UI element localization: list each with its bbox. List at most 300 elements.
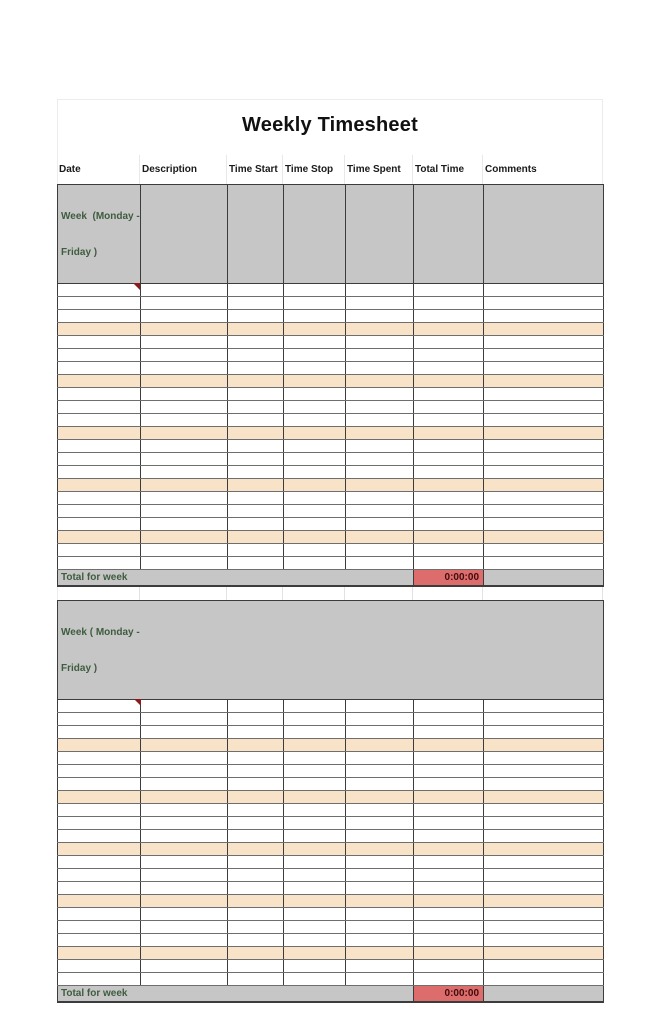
timesheet-cell[interactable] [58, 518, 141, 531]
timesheet-cell[interactable] [414, 323, 484, 336]
timesheet-cell[interactable] [346, 960, 414, 973]
timesheet-cell[interactable] [346, 895, 414, 908]
timesheet-cell[interactable] [414, 375, 484, 388]
timesheet-cell[interactable] [284, 882, 346, 895]
timesheet-cell[interactable] [58, 440, 141, 453]
timesheet-cell[interactable] [284, 869, 346, 882]
timesheet-cell[interactable] [484, 739, 604, 752]
timesheet-cell[interactable] [484, 947, 604, 960]
timesheet-cell[interactable] [58, 960, 141, 973]
timesheet-cell[interactable] [484, 531, 604, 544]
timesheet-cell[interactable] [141, 817, 228, 830]
timesheet-cell[interactable] [414, 362, 484, 375]
timesheet-cell[interactable] [141, 440, 228, 453]
timesheet-cell[interactable] [58, 466, 141, 479]
timesheet-cell[interactable] [141, 531, 228, 544]
timesheet-cell[interactable] [58, 869, 141, 882]
timesheet-cell[interactable] [141, 401, 228, 414]
timesheet-cell[interactable] [284, 843, 346, 856]
timesheet-cell[interactable] [346, 388, 414, 401]
timesheet-cell[interactable] [228, 479, 284, 492]
timesheet-cell[interactable] [58, 843, 141, 856]
timesheet-cell[interactable] [414, 921, 484, 934]
timesheet-cell[interactable] [228, 492, 284, 505]
timesheet-cell[interactable] [346, 765, 414, 778]
timesheet-cell[interactable] [484, 349, 604, 362]
timesheet-cell[interactable] [284, 505, 346, 518]
timesheet-cell[interactable] [414, 349, 484, 362]
timesheet-cell[interactable] [414, 973, 484, 986]
timesheet-cell[interactable] [141, 284, 228, 297]
timesheet-cell[interactable] [284, 349, 346, 362]
timesheet-cell[interactable] [141, 960, 228, 973]
timesheet-cell[interactable] [141, 726, 228, 739]
timesheet-cell[interactable] [58, 947, 141, 960]
timesheet-cell[interactable] [284, 960, 346, 973]
timesheet-cell[interactable] [346, 739, 414, 752]
timesheet-cell[interactable] [484, 466, 604, 479]
timesheet-cell[interactable] [228, 518, 284, 531]
timesheet-cell[interactable] [141, 791, 228, 804]
timesheet-cell[interactable] [346, 921, 414, 934]
timesheet-cell[interactable] [414, 700, 484, 713]
timesheet-cell[interactable] [284, 713, 346, 726]
timesheet-cell[interactable] [58, 310, 141, 323]
timesheet-cell[interactable] [414, 544, 484, 557]
timesheet-cell[interactable] [141, 908, 228, 921]
timesheet-cell[interactable] [484, 973, 604, 986]
timesheet-cell[interactable] [284, 765, 346, 778]
timesheet-cell[interactable] [346, 882, 414, 895]
timesheet-cell[interactable] [58, 401, 141, 414]
timesheet-cell[interactable] [58, 739, 141, 752]
timesheet-cell[interactable] [141, 973, 228, 986]
timesheet-cell[interactable] [58, 817, 141, 830]
timesheet-cell[interactable] [346, 869, 414, 882]
timesheet-cell[interactable] [346, 752, 414, 765]
timesheet-cell[interactable] [58, 531, 141, 544]
timesheet-cell[interactable] [346, 544, 414, 557]
timesheet-cell[interactable] [141, 479, 228, 492]
timesheet-cell[interactable] [58, 752, 141, 765]
timesheet-cell[interactable] [346, 804, 414, 817]
timesheet-cell[interactable] [284, 492, 346, 505]
timesheet-cell[interactable] [141, 466, 228, 479]
timesheet-cell[interactable] [346, 492, 414, 505]
timesheet-cell[interactable] [414, 297, 484, 310]
timesheet-cell[interactable] [414, 726, 484, 739]
timesheet-cell[interactable] [284, 895, 346, 908]
timesheet-cell[interactable] [346, 908, 414, 921]
timesheet-cell[interactable] [484, 401, 604, 414]
timesheet-cell[interactable] [141, 752, 228, 765]
timesheet-cell[interactable] [284, 531, 346, 544]
timesheet-cell[interactable] [228, 713, 284, 726]
timesheet-cell[interactable] [414, 336, 484, 349]
timesheet-cell[interactable] [228, 856, 284, 869]
timesheet-cell[interactable] [346, 349, 414, 362]
timesheet-cell[interactable] [58, 921, 141, 934]
timesheet-cell[interactable] [58, 544, 141, 557]
timesheet-cell[interactable] [141, 544, 228, 557]
timesheet-cell[interactable] [228, 778, 284, 791]
timesheet-cell[interactable] [484, 505, 604, 518]
timesheet-cell[interactable] [228, 388, 284, 401]
timesheet-cell[interactable] [58, 375, 141, 388]
timesheet-cell[interactable] [141, 947, 228, 960]
timesheet-cell[interactable] [484, 479, 604, 492]
timesheet-cell[interactable] [58, 830, 141, 843]
timesheet-cell[interactable] [346, 479, 414, 492]
timesheet-cell[interactable] [228, 934, 284, 947]
timesheet-cell[interactable] [484, 336, 604, 349]
timesheet-cell[interactable] [346, 700, 414, 713]
timesheet-cell[interactable] [58, 362, 141, 375]
timesheet-cell[interactable] [284, 375, 346, 388]
timesheet-cell[interactable] [284, 479, 346, 492]
timesheet-cell[interactable] [228, 895, 284, 908]
timesheet-cell[interactable] [58, 297, 141, 310]
timesheet-cell[interactable] [484, 778, 604, 791]
timesheet-cell[interactable] [346, 375, 414, 388]
timesheet-cell[interactable] [484, 960, 604, 973]
timesheet-cell[interactable] [414, 947, 484, 960]
timesheet-cell[interactable] [284, 791, 346, 804]
timesheet-cell[interactable] [414, 804, 484, 817]
timesheet-cell[interactable] [284, 310, 346, 323]
timesheet-cell[interactable] [58, 427, 141, 440]
timesheet-cell[interactable] [141, 375, 228, 388]
timesheet-cell[interactable] [414, 869, 484, 882]
timesheet-cell[interactable] [346, 440, 414, 453]
timesheet-cell[interactable] [284, 700, 346, 713]
timesheet-cell[interactable] [414, 466, 484, 479]
timesheet-cell[interactable] [484, 908, 604, 921]
timesheet-cell[interactable] [346, 414, 414, 427]
timesheet-cell[interactable] [484, 830, 604, 843]
timesheet-cell[interactable] [284, 726, 346, 739]
timesheet-cell[interactable] [284, 336, 346, 349]
timesheet-cell[interactable] [141, 921, 228, 934]
timesheet-cell[interactable] [284, 518, 346, 531]
timesheet-cell[interactable] [228, 505, 284, 518]
timesheet-cell[interactable] [484, 388, 604, 401]
timesheet-cell[interactable] [346, 791, 414, 804]
timesheet-cell[interactable] [346, 453, 414, 466]
timesheet-cell[interactable] [484, 323, 604, 336]
timesheet-cell[interactable] [346, 973, 414, 986]
timesheet-cell[interactable] [484, 856, 604, 869]
timesheet-cell[interactable] [228, 414, 284, 427]
timesheet-cell[interactable] [484, 869, 604, 882]
timesheet-cell[interactable] [141, 856, 228, 869]
timesheet-cell[interactable] [484, 414, 604, 427]
timesheet-cell[interactable] [484, 375, 604, 388]
timesheet-cell[interactable] [484, 882, 604, 895]
timesheet-cell[interactable] [414, 752, 484, 765]
timesheet-cell[interactable] [58, 700, 141, 713]
timesheet-cell[interactable] [284, 973, 346, 986]
timesheet-cell[interactable] [228, 973, 284, 986]
timesheet-cell[interactable] [141, 297, 228, 310]
timesheet-cell[interactable] [228, 752, 284, 765]
timesheet-cell[interactable] [228, 830, 284, 843]
timesheet-cell[interactable] [141, 895, 228, 908]
timesheet-cell[interactable] [228, 843, 284, 856]
timesheet-cell[interactable] [484, 726, 604, 739]
timesheet-cell[interactable] [414, 531, 484, 544]
timesheet-cell[interactable] [346, 856, 414, 869]
timesheet-cell[interactable] [484, 843, 604, 856]
timesheet-cell[interactable] [284, 544, 346, 557]
timesheet-cell[interactable] [346, 518, 414, 531]
timesheet-cell[interactable] [228, 804, 284, 817]
timesheet-cell[interactable] [284, 934, 346, 947]
timesheet-cell[interactable] [346, 830, 414, 843]
timesheet-cell[interactable] [414, 960, 484, 973]
timesheet-cell[interactable] [58, 778, 141, 791]
timesheet-cell[interactable] [228, 960, 284, 973]
timesheet-cell[interactable] [228, 362, 284, 375]
timesheet-cell[interactable] [284, 284, 346, 297]
timesheet-cell[interactable] [414, 843, 484, 856]
timesheet-cell[interactable] [284, 908, 346, 921]
timesheet-cell[interactable] [484, 453, 604, 466]
timesheet-cell[interactable] [141, 388, 228, 401]
timesheet-cell[interactable] [346, 284, 414, 297]
timesheet-cell[interactable] [58, 414, 141, 427]
timesheet-cell[interactable] [414, 479, 484, 492]
timesheet-cell[interactable] [484, 544, 604, 557]
timesheet-cell[interactable] [346, 843, 414, 856]
timesheet-cell[interactable] [484, 713, 604, 726]
timesheet-cell[interactable] [284, 362, 346, 375]
timesheet-cell[interactable] [346, 531, 414, 544]
timesheet-cell[interactable] [484, 440, 604, 453]
timesheet-cell[interactable] [228, 323, 284, 336]
timesheet-cell[interactable] [58, 557, 141, 570]
timesheet-cell[interactable] [228, 726, 284, 739]
timesheet-cell[interactable] [141, 505, 228, 518]
timesheet-cell[interactable] [414, 817, 484, 830]
timesheet-cell[interactable] [141, 713, 228, 726]
timesheet-cell[interactable] [141, 869, 228, 882]
timesheet-cell[interactable] [58, 765, 141, 778]
timesheet-cell[interactable] [228, 284, 284, 297]
timesheet-cell[interactable] [484, 765, 604, 778]
timesheet-cell[interactable] [414, 791, 484, 804]
timesheet-cell[interactable] [346, 466, 414, 479]
timesheet-cell[interactable] [346, 323, 414, 336]
timesheet-cell[interactable] [58, 388, 141, 401]
timesheet-cell[interactable] [284, 466, 346, 479]
timesheet-cell[interactable] [284, 440, 346, 453]
timesheet-cell[interactable] [228, 908, 284, 921]
timesheet-cell[interactable] [141, 830, 228, 843]
timesheet-cell[interactable] [284, 947, 346, 960]
timesheet-cell[interactable] [414, 830, 484, 843]
timesheet-cell[interactable] [346, 557, 414, 570]
timesheet-cell[interactable] [284, 752, 346, 765]
timesheet-cell[interactable] [141, 323, 228, 336]
timesheet-cell[interactable] [346, 726, 414, 739]
timesheet-cell[interactable] [141, 804, 228, 817]
timesheet-cell[interactable] [414, 908, 484, 921]
timesheet-cell[interactable] [58, 323, 141, 336]
timesheet-cell[interactable] [414, 414, 484, 427]
timesheet-cell[interactable] [346, 817, 414, 830]
timesheet-cell[interactable] [484, 791, 604, 804]
timesheet-cell[interactable] [414, 778, 484, 791]
timesheet-cell[interactable] [228, 336, 284, 349]
timesheet-cell[interactable] [284, 453, 346, 466]
timesheet-cell[interactable] [228, 817, 284, 830]
timesheet-cell[interactable] [484, 492, 604, 505]
timesheet-cell[interactable] [414, 856, 484, 869]
timesheet-cell[interactable] [228, 427, 284, 440]
timesheet-cell[interactable] [284, 414, 346, 427]
timesheet-cell[interactable] [141, 310, 228, 323]
timesheet-cell[interactable] [346, 336, 414, 349]
timesheet-cell[interactable] [58, 934, 141, 947]
timesheet-cell[interactable] [58, 791, 141, 804]
timesheet-cell[interactable] [228, 882, 284, 895]
timesheet-cell[interactable] [58, 336, 141, 349]
timesheet-cell[interactable] [58, 492, 141, 505]
timesheet-cell[interactable] [228, 557, 284, 570]
timesheet-cell[interactable] [141, 362, 228, 375]
timesheet-cell[interactable] [414, 713, 484, 726]
timesheet-cell[interactable] [284, 401, 346, 414]
timesheet-cell[interactable] [414, 310, 484, 323]
timesheet-cell[interactable] [346, 778, 414, 791]
timesheet-cell[interactable] [284, 830, 346, 843]
timesheet-cell[interactable] [228, 466, 284, 479]
timesheet-cell[interactable] [58, 856, 141, 869]
timesheet-cell[interactable] [228, 349, 284, 362]
timesheet-cell[interactable] [228, 297, 284, 310]
timesheet-cell[interactable] [228, 401, 284, 414]
timesheet-cell[interactable] [228, 921, 284, 934]
timesheet-cell[interactable] [58, 726, 141, 739]
timesheet-cell[interactable] [228, 375, 284, 388]
timesheet-cell[interactable] [484, 895, 604, 908]
timesheet-cell[interactable] [484, 804, 604, 817]
timesheet-cell[interactable] [141, 778, 228, 791]
timesheet-cell[interactable] [228, 310, 284, 323]
timesheet-cell[interactable] [228, 531, 284, 544]
timesheet-cell[interactable] [58, 505, 141, 518]
timesheet-cell[interactable] [484, 518, 604, 531]
timesheet-cell[interactable] [141, 843, 228, 856]
timesheet-cell[interactable] [58, 479, 141, 492]
timesheet-cell[interactable] [284, 388, 346, 401]
timesheet-cell[interactable] [414, 388, 484, 401]
timesheet-cell[interactable] [414, 453, 484, 466]
timesheet-cell[interactable] [141, 882, 228, 895]
timesheet-cell[interactable] [346, 505, 414, 518]
timesheet-cell[interactable] [58, 895, 141, 908]
timesheet-cell[interactable] [414, 895, 484, 908]
timesheet-cell[interactable] [228, 791, 284, 804]
timesheet-cell[interactable] [484, 310, 604, 323]
timesheet-cell[interactable] [414, 557, 484, 570]
timesheet-cell[interactable] [141, 934, 228, 947]
timesheet-cell[interactable] [58, 882, 141, 895]
timesheet-cell[interactable] [414, 505, 484, 518]
timesheet-cell[interactable] [284, 739, 346, 752]
timesheet-cell[interactable] [58, 804, 141, 817]
timesheet-cell[interactable] [414, 934, 484, 947]
timesheet-cell[interactable] [141, 739, 228, 752]
timesheet-cell[interactable] [414, 427, 484, 440]
timesheet-cell[interactable] [228, 453, 284, 466]
timesheet-cell[interactable] [484, 934, 604, 947]
timesheet-cell[interactable] [58, 973, 141, 986]
timesheet-cell[interactable] [228, 440, 284, 453]
timesheet-cell[interactable] [228, 869, 284, 882]
timesheet-cell[interactable] [346, 362, 414, 375]
timesheet-cell[interactable] [484, 362, 604, 375]
timesheet-cell[interactable] [284, 427, 346, 440]
timesheet-cell[interactable] [484, 427, 604, 440]
timesheet-cell[interactable] [284, 323, 346, 336]
timesheet-cell[interactable] [484, 557, 604, 570]
timesheet-cell[interactable] [346, 713, 414, 726]
timesheet-cell[interactable] [484, 284, 604, 297]
timesheet-cell[interactable] [284, 921, 346, 934]
timesheet-cell[interactable] [284, 557, 346, 570]
timesheet-cell[interactable] [414, 492, 484, 505]
timesheet-cell[interactable] [484, 700, 604, 713]
timesheet-cell[interactable] [141, 557, 228, 570]
timesheet-cell[interactable] [141, 453, 228, 466]
timesheet-cell[interactable] [484, 752, 604, 765]
timesheet-cell[interactable] [284, 856, 346, 869]
timesheet-cell[interactable] [414, 401, 484, 414]
timesheet-cell[interactable] [141, 336, 228, 349]
timesheet-cell[interactable] [284, 804, 346, 817]
timesheet-cell[interactable] [141, 427, 228, 440]
timesheet-cell[interactable] [414, 518, 484, 531]
timesheet-cell[interactable] [58, 908, 141, 921]
timesheet-cell[interactable] [414, 765, 484, 778]
timesheet-cell[interactable] [414, 882, 484, 895]
timesheet-cell[interactable] [346, 297, 414, 310]
timesheet-cell[interactable] [346, 310, 414, 323]
timesheet-cell[interactable] [141, 414, 228, 427]
timesheet-cell[interactable] [228, 544, 284, 557]
timesheet-cell[interactable] [346, 401, 414, 414]
timesheet-cell[interactable] [284, 297, 346, 310]
timesheet-cell[interactable] [58, 453, 141, 466]
timesheet-cell[interactable] [141, 518, 228, 531]
timesheet-cell[interactable] [414, 284, 484, 297]
timesheet-cell[interactable] [346, 427, 414, 440]
timesheet-cell[interactable] [284, 778, 346, 791]
timesheet-cell[interactable] [58, 713, 141, 726]
timesheet-cell[interactable] [346, 934, 414, 947]
timesheet-cell[interactable] [484, 921, 604, 934]
timesheet-cell[interactable] [228, 765, 284, 778]
timesheet-cell[interactable] [346, 947, 414, 960]
timesheet-cell[interactable] [414, 440, 484, 453]
timesheet-cell[interactable] [141, 492, 228, 505]
timesheet-cell[interactable] [58, 349, 141, 362]
timesheet-cell[interactable] [228, 700, 284, 713]
timesheet-cell[interactable] [141, 700, 228, 713]
timesheet-cell[interactable] [414, 739, 484, 752]
